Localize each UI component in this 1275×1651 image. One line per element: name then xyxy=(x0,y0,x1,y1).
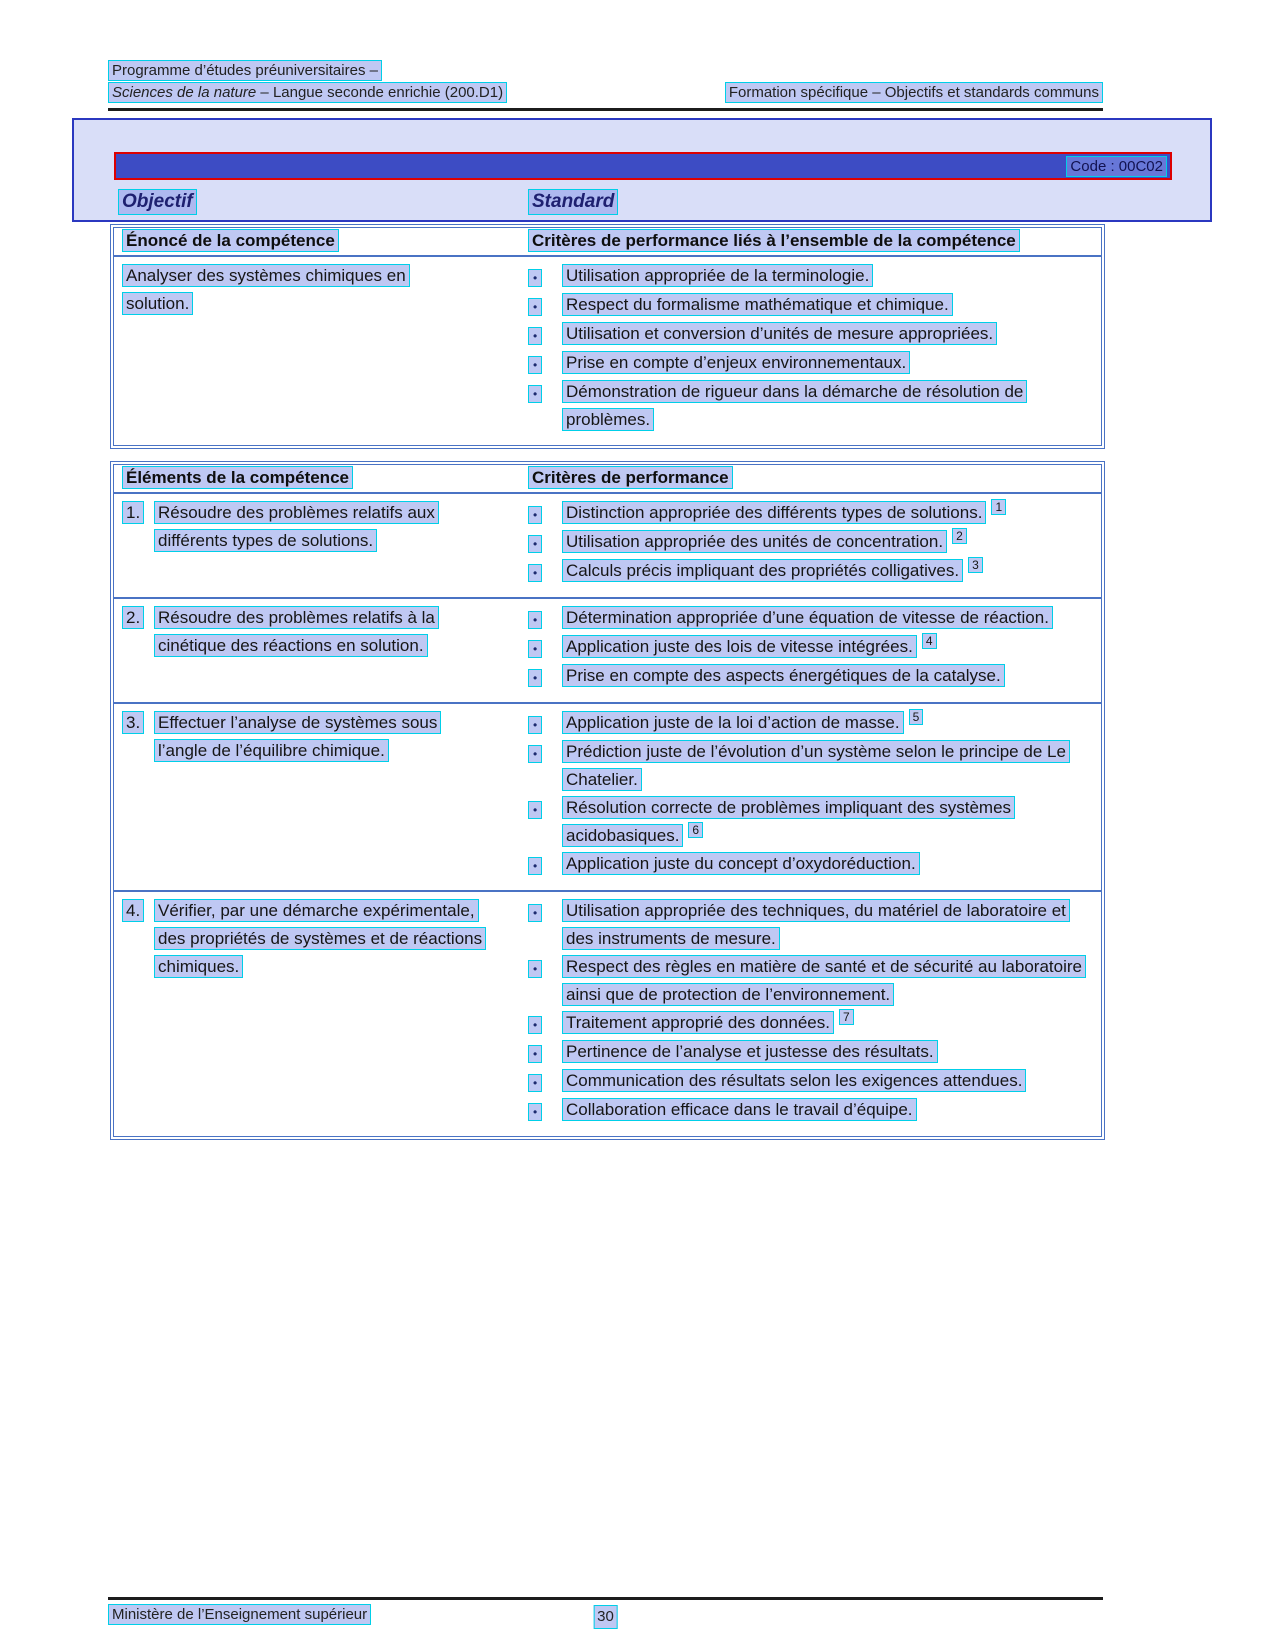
criterion-text: Détermination appropriée d’une équation de vitesse de réaction. xyxy=(562,606,1053,629)
criterion-text: Communication des résultats selon les exigences attendues. xyxy=(562,1069,1026,1092)
bullet-icon: • xyxy=(528,564,542,582)
footer-page-number: 30 xyxy=(593,1605,618,1629)
objectif-standard-box xyxy=(72,118,1212,222)
enonce-text: Analyser des systèmes chimiques en solution. xyxy=(122,264,410,315)
criterion-item xyxy=(528,262,1093,291)
bullet-icon: • xyxy=(528,535,542,553)
criterion-text: Utilisation appropriée de la terminologie. xyxy=(562,264,873,287)
criterion-text: Distinction appropriée des différents types de solutions. xyxy=(562,501,986,524)
criterion-item xyxy=(528,662,1093,691)
criteria-list xyxy=(528,499,1093,586)
criterion-text: Utilisation appropriée des unités de concentration. xyxy=(562,530,947,553)
criterion-text: Application juste du concept d’oxydoréduction. xyxy=(562,852,920,875)
criterion-text: Traitement approprié des données. xyxy=(562,1011,834,1034)
bullet-icon: • xyxy=(528,669,542,687)
bullet-icon: • xyxy=(528,904,542,922)
criteria-list xyxy=(528,897,1093,1125)
elements-table xyxy=(110,461,1105,1140)
criteria-list xyxy=(528,262,1093,434)
element-row xyxy=(114,492,1101,597)
criterion-text: Collaboration efficace dans le travail d’équipe. xyxy=(562,1098,917,1121)
criterion-text: Utilisation et conversion d’unités de mesure appropriées. xyxy=(562,322,997,345)
bullet-icon: • xyxy=(528,506,542,524)
bullet-icon: • xyxy=(528,1016,542,1034)
code-bar xyxy=(114,152,1172,180)
bullet-icon: • xyxy=(528,857,542,875)
element-number: 1. xyxy=(122,501,144,524)
criterion-item xyxy=(528,850,1093,879)
footer-ministry: Ministère de l’Enseignement supérieur xyxy=(108,1604,371,1625)
criterion-text: Application juste des lois de vitesse intégrées. xyxy=(562,635,917,658)
element-row xyxy=(114,702,1101,890)
competence-table xyxy=(110,224,1105,449)
bullet-icon: • xyxy=(528,716,542,734)
criterion-item xyxy=(528,349,1093,378)
criterion-item xyxy=(528,953,1093,1009)
col-header-enonce: Énoncé de la compétence xyxy=(122,229,339,252)
element-number: 3. xyxy=(122,711,144,734)
criterion-item xyxy=(528,1038,1093,1067)
footnote-ref: 7 xyxy=(839,1009,854,1025)
criterion-text: Prédiction juste de l’évolution d’un système selon le principe de Le Chatelier. xyxy=(562,740,1070,791)
element-row xyxy=(114,597,1101,702)
criterion-item xyxy=(528,1096,1093,1125)
competence-row xyxy=(114,255,1101,445)
standard-label: Standard xyxy=(528,189,618,215)
footnote-ref: 5 xyxy=(909,709,924,725)
criteria-list xyxy=(528,604,1093,691)
section-title: Formation spécifique – Objectifs et standards communs xyxy=(725,82,1103,103)
bullet-icon: • xyxy=(528,745,542,763)
criterion-item xyxy=(528,738,1093,794)
col-header-elements: Éléments de la compétence xyxy=(122,466,353,489)
criterion-text: Calculs précis impliquant des propriétés colligatives. xyxy=(562,559,963,582)
bullet-icon: • xyxy=(528,611,542,629)
element-number: 2. xyxy=(122,606,144,629)
bullet-icon: • xyxy=(528,356,542,374)
criterion-item xyxy=(528,897,1093,953)
bullet-icon: • xyxy=(528,327,542,345)
page-footer xyxy=(108,1597,1103,1625)
header-right xyxy=(725,82,1103,104)
program-subtitle-line xyxy=(108,82,507,103)
criterion-item xyxy=(528,320,1093,349)
criteria-list xyxy=(528,709,1093,879)
program-name-rest: – Langue seconde enrichie (200.D1) xyxy=(256,84,504,101)
footnote-ref: 3 xyxy=(968,557,983,573)
criterion-item xyxy=(528,528,1093,557)
element-text: Effectuer l’analyse de systèmes sous l’angle de l’équilibre chimique. xyxy=(154,711,441,762)
criterion-item xyxy=(528,557,1093,586)
program-name-italic: Sciences de la nature xyxy=(112,84,257,101)
criterion-item xyxy=(528,1067,1093,1096)
criterion-item xyxy=(528,604,1093,633)
criterion-text: Démonstration de rigueur dans la démarche de résolution de problèmes. xyxy=(562,380,1027,431)
page-header xyxy=(108,0,1103,104)
criterion-item xyxy=(528,499,1093,528)
element-text: Résoudre des problèmes relatifs aux différents types de solutions. xyxy=(154,501,439,552)
criterion-text: Résolution correcte de problèmes impliquant des systèmes acidobasiques. xyxy=(562,796,1015,847)
criterion-text: Application juste de la loi d’action de masse. xyxy=(562,711,904,734)
bullet-icon: • xyxy=(528,1045,542,1063)
criterion-item xyxy=(528,1009,1093,1038)
elements-table-header xyxy=(114,465,1101,492)
bullet-icon: • xyxy=(528,385,542,403)
criterion-item xyxy=(528,709,1093,738)
bullet-icon: • xyxy=(528,801,542,819)
program-title-line: Programme d’études préuniversitaires – xyxy=(108,60,382,81)
criterion-item xyxy=(528,633,1093,662)
footnote-ref: 2 xyxy=(952,528,967,544)
element-row xyxy=(114,890,1101,1136)
bullet-icon: • xyxy=(528,960,542,978)
objectif-label: Objectif xyxy=(118,189,197,215)
col-header-criteres: Critères de performance xyxy=(528,466,733,489)
criterion-text: Prise en compte des aspects énergétiques de la catalyse. xyxy=(562,664,1005,687)
criterion-text: Prise en compte d’enjeux environnementaux. xyxy=(562,351,910,374)
header-left xyxy=(108,60,507,104)
bullet-icon: • xyxy=(528,1074,542,1092)
bullet-icon: • xyxy=(528,640,542,658)
criterion-text: Utilisation appropriée des techniques, du matériel de laboratoire et des instruments de mesure. xyxy=(562,899,1070,950)
bullet-icon: • xyxy=(528,1103,542,1121)
criterion-item xyxy=(528,378,1093,434)
code-label: Code : 00C02 xyxy=(1066,156,1167,177)
footnote-ref: 1 xyxy=(991,499,1006,515)
criterion-item xyxy=(528,291,1093,320)
footnote-ref: 6 xyxy=(688,822,703,838)
element-text: Vérifier, par une démarche expérimentale, des propriétés de systèmes et de réactions chimiques. xyxy=(154,899,486,978)
col-header-criteres-ensemble: Critères de performance liés à l’ensemble de la compétence xyxy=(528,229,1020,252)
objectif-standard-row xyxy=(74,189,1210,221)
criterion-text: Respect des règles en matière de santé et de sécurité au laboratoire ainsi que de protection de l’environnement. xyxy=(562,955,1086,1006)
criterion-item xyxy=(528,794,1093,850)
header-rule xyxy=(108,108,1103,111)
criterion-text: Pertinence de l’analyse et justesse des résultats. xyxy=(562,1040,938,1063)
criterion-text: Respect du formalisme mathématique et chimique. xyxy=(562,293,953,316)
competence-table-header xyxy=(114,228,1101,255)
footer-rule xyxy=(108,1597,1103,1600)
footnote-ref: 4 xyxy=(922,633,937,649)
element-text: Résoudre des problèmes relatifs à la cinétique des réactions en solution. xyxy=(154,606,439,657)
element-number: 4. xyxy=(122,899,144,922)
bullet-icon: • xyxy=(528,269,542,287)
bullet-icon: • xyxy=(528,298,542,316)
